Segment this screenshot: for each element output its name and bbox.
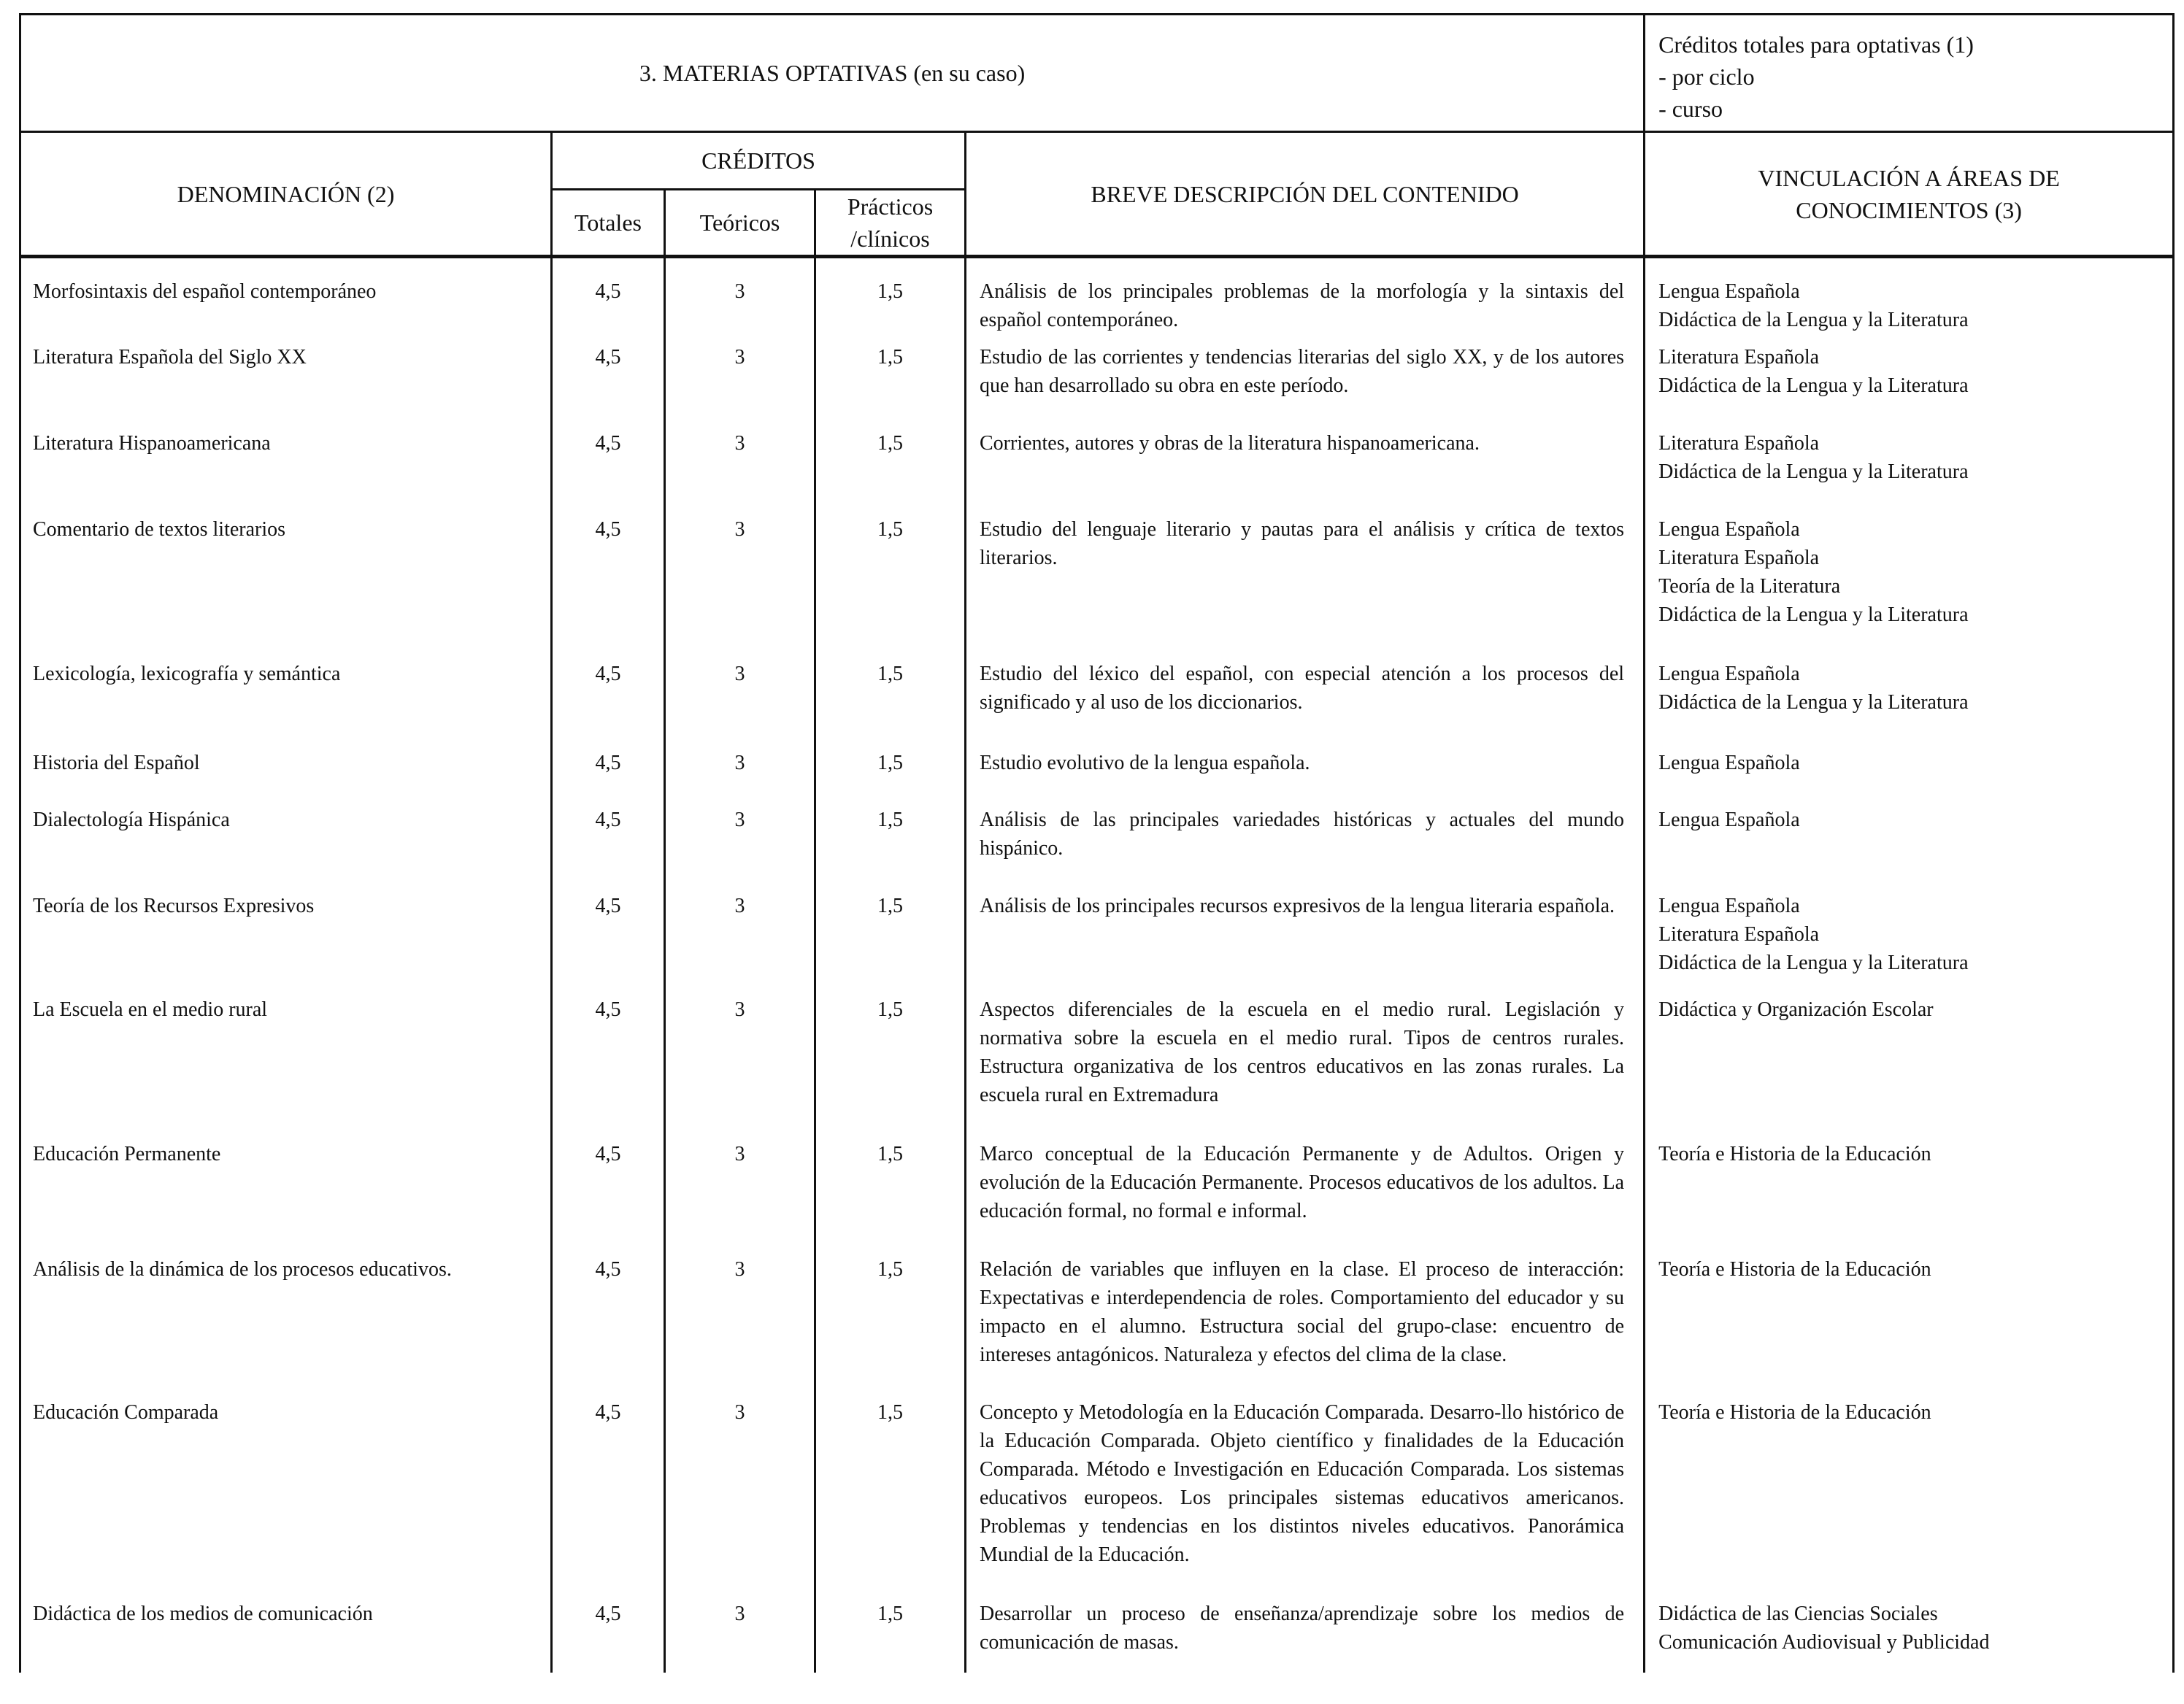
col-practicos-line: /clínicos — [850, 225, 930, 252]
col-vinculacion-line: CONOCIMIENTOS (3) — [1796, 196, 2022, 223]
credits-teoricos: 3 — [665, 257, 815, 343]
credits-teoricos: 3 — [665, 343, 815, 429]
table-row — [20, 1398, 2174, 1600]
knowledge-area-item: Didáctica de la Lengua y la Literatura — [1658, 951, 1969, 974]
knowledge-area-item: Didáctica y Organización Escolar — [1658, 998, 1934, 1021]
credits-practicos: 1,5 — [815, 806, 966, 892]
credits-teoricos: 3 — [665, 515, 815, 660]
table-row — [20, 995, 2174, 1140]
content-description: Relación de variables que influyen en la clase. El proceso de interacción: Expectativas e interdependencia de roles. Comportamiento del educador y su impacto en el alumno. Estructura social del grupo-clase: encuentro de intereses antagónicos. Naturaleza y efectos del clima de la clase. — [966, 1255, 1645, 1398]
subject-name: Dialectología Hispánica — [20, 806, 552, 892]
subject-name: Didáctica de los medios de comunicación — [20, 1600, 552, 1673]
knowledge-area-item: Didáctica de la Lengua y la Literatura — [1658, 690, 1969, 714]
credits-totales: 4,5 — [552, 806, 665, 892]
knowledge-area-item: Literatura Española — [1658, 546, 1820, 569]
credits-practicos: 1,5 — [815, 1255, 966, 1398]
table-row — [20, 429, 2174, 515]
subject-name: La Escuela en el medio rural — [20, 995, 552, 1140]
content-description: Análisis de las principales variedades históricas y actuales del mundo hispánico. — [966, 806, 1645, 892]
credits-practicos: 1,5 — [815, 1140, 966, 1255]
knowledge-area-item: Lengua Española — [1658, 894, 1800, 917]
credits-note-line: - curso — [1658, 96, 1723, 122]
knowledge-areas — [1645, 660, 2174, 749]
knowledge-areas — [1645, 995, 2174, 1140]
table-row — [20, 660, 2174, 749]
credits-practicos: 1,5 — [815, 892, 966, 995]
knowledge-areas — [1645, 257, 2174, 343]
subject-name: Historia del Español — [20, 749, 552, 806]
knowledge-area-item: Didáctica de la Lengua y la Literatura — [1658, 460, 1969, 483]
content-description: Desarrollar un proceso de enseñanza/aprendizaje sobre los medios de comunicación de masas. — [966, 1600, 1645, 1673]
credits-totales: 4,5 — [552, 429, 665, 515]
knowledge-area-item: Lengua Española — [1658, 662, 1800, 685]
subject-name: Comentario de textos literarios — [20, 515, 552, 660]
knowledge-areas — [1645, 1255, 2174, 1398]
credits-practicos: 1,5 — [815, 1398, 966, 1600]
credits-teoricos: 3 — [665, 806, 815, 892]
credits-practicos: 1,5 — [815, 343, 966, 429]
subject-name: Literatura Española del Siglo XX — [20, 343, 552, 429]
knowledge-areas — [1645, 892, 2174, 995]
knowledge-areas — [1645, 1140, 2174, 1255]
credits-practicos: 1,5 — [815, 660, 966, 749]
content-description: Estudio del léxico del español, con especial atención a los procesos del significado y al uso de los diccionarios. — [966, 660, 1645, 749]
table-row — [20, 515, 2174, 660]
knowledge-area-item: Lengua Española — [1658, 280, 1800, 303]
credits-teoricos: 3 — [665, 749, 815, 806]
col-denominacion: DENOMINACIÓN (2) — [20, 132, 552, 257]
knowledge-areas — [1645, 515, 2174, 660]
col-totales: Totales — [552, 190, 665, 257]
credits-teoricos: 3 — [665, 429, 815, 515]
knowledge-area-item: Literatura Española — [1658, 431, 1820, 455]
content-description: Estudio de las corrientes y tendencias literarias del siglo XX, y de los autores que han desarrollado su obra en este período. — [966, 343, 1645, 429]
credits-teoricos: 3 — [665, 892, 815, 995]
knowledge-area-item: Didáctica de la Lengua y la Literatura — [1658, 309, 1969, 331]
content-description: Estudio del lenguaje literario y pautas para el análisis y crítica de textos literarios. — [966, 515, 1645, 660]
table-row — [20, 892, 2174, 995]
optional-subjects-table — [19, 13, 2175, 1673]
credits-practicos: 1,5 — [815, 257, 966, 343]
knowledge-areas — [1645, 749, 2174, 806]
credits-note — [1645, 15, 2174, 132]
knowledge-areas — [1645, 343, 2174, 429]
col-vinculacion — [1645, 132, 2174, 257]
credits-totales: 4,5 — [552, 995, 665, 1140]
col-vinculacion-line: VINCULACIÓN A ÁREAS DE — [1758, 164, 2060, 191]
section-title: 3. MATERIAS OPTATIVAS (en su caso) — [20, 15, 1645, 132]
subject-name: Educación Comparada — [20, 1398, 552, 1600]
knowledge-area-item: Didáctica de la Lengua y la Literatura — [1658, 603, 1969, 626]
credits-totales: 4,5 — [552, 257, 665, 343]
col-creditos: CRÉDITOS — [552, 132, 966, 190]
subject-name: Literatura Hispanoamericana — [20, 429, 552, 515]
knowledge-area-item: Teoría e Historia de la Educación — [1658, 1400, 1931, 1424]
credits-note-line: Créditos totales para optativas (1) — [1658, 31, 1974, 58]
credits-practicos: 1,5 — [815, 515, 966, 660]
knowledge-area-item: Literatura Española — [1658, 922, 1820, 946]
subject-name: Teoría de los Recursos Expresivos — [20, 892, 552, 995]
subject-name: Lexicología, lexicografía y semántica — [20, 660, 552, 749]
credits-practicos: 1,5 — [815, 749, 966, 806]
knowledge-areas — [1645, 1398, 2174, 1600]
table-row — [20, 257, 2174, 343]
content-description: Marco conceptual de la Educación Permanente y de Adultos. Origen y evolución de la Educación Permanente. Procesos educativos de los adultos. La educación formal, no formal e informal. — [966, 1140, 1645, 1255]
knowledge-area-item: Didáctica de las Ciencias Sociales — [1658, 1602, 1938, 1625]
curriculum-table-page — [19, 13, 2172, 1673]
credits-totales: 4,5 — [552, 660, 665, 749]
credits-practicos: 1,5 — [815, 429, 966, 515]
credits-teoricos: 3 — [665, 1398, 815, 1600]
knowledge-area-item: Teoría de la Literatura — [1658, 574, 1841, 598]
credits-practicos: 1,5 — [815, 1600, 966, 1673]
table-row — [20, 749, 2174, 806]
table-row — [20, 1600, 2174, 1673]
credits-totales: 4,5 — [552, 892, 665, 995]
knowledge-area-item: Comunicación Audiovisual y Publicidad — [1658, 1630, 1990, 1654]
credits-note-line: - por ciclo — [1658, 63, 1755, 90]
credits-totales: 4,5 — [552, 515, 665, 660]
credits-totales: 4,5 — [552, 343, 665, 429]
credits-teoricos: 3 — [665, 1140, 815, 1255]
content-description: Corrientes, autores y obras de la literatura hispanoamericana. — [966, 429, 1645, 515]
credits-totales: 4,5 — [552, 1140, 665, 1255]
knowledge-area-item: Teoría e Historia de la Educación — [1658, 1257, 1931, 1281]
knowledge-area-item: Literatura Española — [1658, 345, 1820, 369]
credits-teoricos: 3 — [665, 1255, 815, 1398]
table-row — [20, 1255, 2174, 1398]
table-row — [20, 806, 2174, 892]
subject-name: Análisis de la dinámica de los procesos educativos. — [20, 1255, 552, 1398]
table-body — [20, 257, 2174, 1673]
content-description: Análisis de los principales recursos expresivos de la lengua literaria española. — [966, 892, 1645, 995]
col-practicos — [815, 190, 966, 257]
credits-teoricos: 3 — [665, 995, 815, 1140]
knowledge-area-item: Didáctica de la Lengua y la Literatura — [1658, 374, 1969, 397]
knowledge-area-item: Teoría e Historia de la Educación — [1658, 1142, 1931, 1165]
credits-totales: 4,5 — [552, 1398, 665, 1600]
content-description: Aspectos diferenciales de la escuela en el medio rural. Legislación y normativa sobre la escuela en el medio rural. Tipos de centros rurales. Estructura organizativa de los centros educativos en las zonas rurales. La escuela rural en Extremadura — [966, 995, 1645, 1140]
knowledge-areas — [1645, 806, 2174, 892]
credits-practicos: 1,5 — [815, 995, 966, 1140]
knowledge-area-item: Lengua Española — [1658, 517, 1800, 541]
credits-totales: 4,5 — [552, 1255, 665, 1398]
content-description: Estudio evolutivo de la lengua española. — [966, 749, 1645, 806]
col-teoricos: Teóricos — [665, 190, 815, 257]
credits-teoricos: 3 — [665, 1600, 815, 1673]
credits-totales: 4,5 — [552, 749, 665, 806]
knowledge-area-item: Lengua Española — [1658, 751, 1800, 774]
credits-teoricos: 3 — [665, 660, 815, 749]
knowledge-area-item: Lengua Española — [1658, 808, 1800, 831]
col-practicos-line: Prácticos — [847, 193, 934, 220]
knowledge-areas — [1645, 1600, 2174, 1673]
table-row — [20, 1140, 2174, 1255]
subject-name: Educación Permanente — [20, 1140, 552, 1255]
knowledge-areas — [1645, 429, 2174, 515]
content-description: Análisis de los principales problemas de la morfología y la sintaxis del español contemporáneo. — [966, 257, 1645, 343]
credits-totales: 4,5 — [552, 1600, 665, 1673]
content-description: Concepto y Metodología en la Educación Comparada. Desarro-llo histórico de la Educación Comparada. Objeto científico y finalidades de la Educación Comparada. Método e Investigación en Educación Comparada. Los sistemas educativos europeos. Los principales sistemas educativos americanos. Problemas y tendencias en los distintos niveles educativos. Panorámica Mundial de la Educación. — [966, 1398, 1645, 1600]
subject-name: Morfosintaxis del español contemporáneo — [20, 257, 552, 343]
col-descripcion: BREVE DESCRIPCIÓN DEL CONTENIDO — [966, 132, 1645, 257]
table-row — [20, 343, 2174, 429]
